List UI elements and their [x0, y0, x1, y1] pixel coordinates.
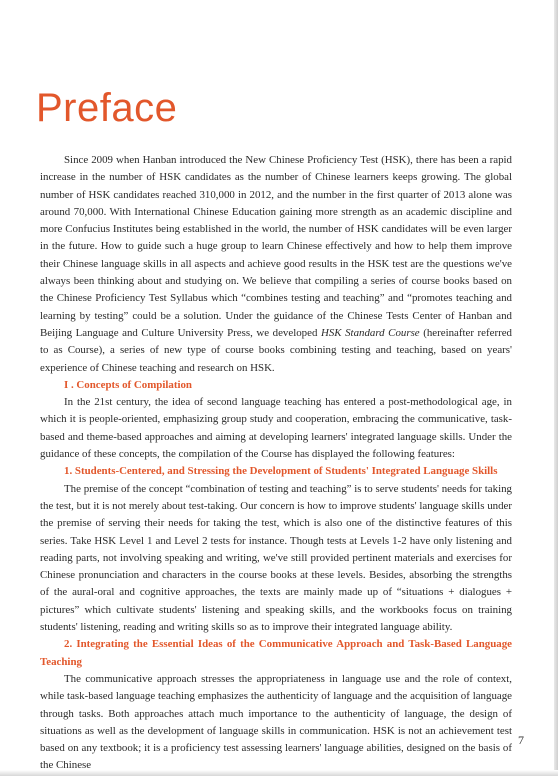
section-heading-concepts: I . Concepts of Compilation — [64, 378, 192, 391]
subheading-students-centered: 1. Students-Centered, and Stressing the Development of Students' Integrated Language Skills — [64, 465, 498, 478]
page-edge-shadow — [554, 0, 558, 776]
students-centered-paragraph: The premise of the concept “combination of testing and teaching” is to serve students' needs for taking the test, but it is not merely about test-taking. Our concern is how to improve students' language skills under the premise of serving their needs for taking the test, which is also one of the distinctive features of this series. Take HSK Level 1 and Level 2 tests for instance. Though tests at Levels 1-2 have only listening and reading parts, not involving speaking and writing, we've still provided pertinent materials and exercises for Chinese pronunciation and characters in the course books at these levels. Besides, absorbing the strengths of the aural-oral and cognitive approaches, the texts are mainly made up of “situations + dialogues + pictures” which cultivate students' listening and speaking skills, and the workbooks focus on training students' listening, reading and writing skills so as to improve their integrated language ability. — [40, 482, 512, 634]
page-number: 7 — [518, 733, 524, 747]
intro-text: Since 2009 when Hanban introduced the New Chinese Proficiency Test (HSK), there has been a rapid increase in the number of HSK candidates as the number of Chinese learners keeps growing. The global number of HSK candidates reached 310,000 in 2012, and the number in the first quarter of 2013 alone was around 70,000. With International Chinese Education gaining more strength as an academic discipline and more Confucius Institutes being established in the world, the number of HSK candidates will be even larger in the future. How to guide such a huge group to learn Chinese effectively and how to help them improve their Chinese language skills in all aspects and achieve good results in the HSK test are the questions we've always been thinking about and studying on. We believe that compiling a series of course books based on the Chinese Proficiency Test Syllabus which “combines testing and teaching” and “promotes teaching and learning by testing” could be a solution. Under the guidance of the Chinese Tests Center of Hanban and Beijing Language and Culture University Press, we developed — [40, 154, 512, 339]
course-name: HSK Standard Course — [320, 326, 420, 339]
intro-text-end: (hereinafter referred to as Course), a series of new type of course books combining testing and teaching, based on years' experience of Chinese teaching and research on HSK. — [40, 326, 512, 374]
communicative-approach-paragraph: The communicative approach stresses the appropriateness in language use and the role of context, while task-based language teaching emphasizes the authenticity of language and the acquisition of language through tasks. Both approaches attach much importance to the authenticity of language, the design of situations as well as the development of language skills in communication. HSK is not an achievement test based on any textbook; it is a proficiency test assessing learners' language abilities, designed on the basis of the Chinese — [40, 672, 512, 772]
concepts-paragraph: In the 21st century, the idea of second language teaching has entered a post-methodological age, in which it is people-oriented, emphasizing group study and cooperation, embracing the communicative, task-based and theme-based approaches and aiming at developing learners' integrated language skills. Under the guidance of these concepts, the compilation of the Course has displayed the following features: — [40, 396, 512, 461]
page-title: Preface — [36, 86, 178, 130]
intro-paragraph — [40, 152, 512, 377]
subheading-communicative-approach: 2. Integrating the Essential Ideas of the Communicative Approach and Task-Based Language Teaching — [40, 638, 512, 668]
preface-body — [40, 152, 512, 775]
